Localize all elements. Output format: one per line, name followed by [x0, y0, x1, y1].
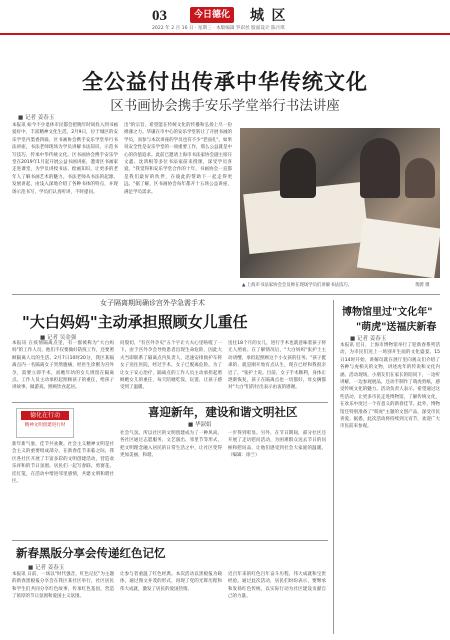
masthead	[0, 0, 450, 44]
story2-column-1: 本报讯 在疫情隔离点里，有一群被称为"大白妈妈"的工作人员，他们不仅要做好防疫工作，还要照顾隔离人员的生活。2月7日10时20分，我区某隔离点内一名隔离女子突然腹痛，经医生诊断为宫外孕，需要立即手术，而她年幼的女儿则留在隔离点。工作人员主动承担起照顾孩子的重任，给孩子讲故事、做游戏、照顾饮食起居。	[12, 341, 114, 391]
photo-credit: 黄蔚 摄	[415, 283, 430, 288]
story3-headline: 喜迎新年，建设和谐文明社区	[148, 405, 298, 419]
story2-byline: ■ 记者 吴金强	[40, 335, 77, 341]
story4-headline: 新春黑版分享会传递红色记忆	[16, 546, 166, 560]
story4-column-3: 近百年来的红色百年奋斗历程、伟大成就和宝贵经验。通过此次活动，居民们纷纷表示，要继承和发扬红色传统，以实际行动为社区建设贡献自己的力量。	[228, 572, 326, 600]
sidebar-headline-1: 博物馆里过"文化年"	[342, 307, 433, 318]
photo-caption: ▲ 上海市书法家协会会员帅在现场学员们讲解书法技巧。	[242, 283, 353, 288]
campaign-badge	[16, 408, 74, 438]
photo-person-shape	[405, 158, 435, 198]
lead-column-1: 本报讯 如今不少退休市民都会把晚年时间投入到书画爱好中，丰富精神文化生活。2月9日，位于城区的安乐学堂内墨香四溢，区书画协会携手安乐学堂举行书法讲座，书法老师现场为学员讲解书法知识，示范书写技巧，传承中华传统文化。区书画协会携手安乐学堂在2019年1月起开展公益书画讲座，邀请区书画家走进课堂，为学员讲授书法、绘画知识，让更多的老年人了解书画艺术的魅力。书法老师从书法的起源、发展讲起，由浅入深地介绍了各种书体的特点，并现场示范书写，学员们认真听讲，不时提问。	[12, 123, 118, 195]
section-divider	[12, 540, 328, 541]
section-divider	[12, 402, 328, 403]
photo-person-shape	[280, 148, 316, 198]
dateline: 2022 年 2 月 16 日 · 星期三 · 本版编辑 罗彩丝 版面设计 陈月琪	[152, 26, 285, 31]
story3-byline: ■ 华淑娟	[188, 422, 212, 428]
sidebar-headline-2: "萌虎"送福庆新春	[356, 322, 437, 333]
lead-column-2: 出"的宗旨，希望能在传统文化的传播和弘扬上尽一份绵薄之力。华谦在市中心的安乐学堂转让了开展书画的学员，而参与本次讲座的学员也有不少"老面孔"。如果说安全性是安乐学堂的一项重要工作，那么公益就是中心的价值追求。此前已邀请上海市书法家协会副主席汪文鑫、沈鸿根等多位书法家前来授课，深受学员喜爱。"我觉得和安乐学堂合作的十年，书画协会一直都是我们最好的伙伴，在彼此的帮助下一起走得更远。"据了解，区书画协会每年都开十五场公益讲座，满足学员需求。	[124, 123, 232, 195]
lead-byline: ■ 记者 姜春玉	[18, 115, 55, 121]
section-title: 城 区	[250, 9, 288, 24]
photo-person-shape	[360, 138, 400, 198]
story2-headline: "大白妈妈"主动承担照顾女儿重任	[22, 313, 248, 331]
story4-byline: ■ 记者 姜春玉	[28, 565, 65, 571]
story3-column-2: 社会气氛。所以社区的文明创建成为了一种风尚。各社区通过志愿服务、文艺演出、邻里节等形式，把文明理念融入居民的日常生活之中，让社区变得更加美丽、和谐。	[120, 431, 222, 459]
section-divider	[12, 294, 440, 295]
masthead-rule	[0, 33, 450, 35]
photo-paper-shape	[357, 218, 440, 278]
story3-column-1: 新年新气象，佳节共欢聚。社会主义精神文明是社会主义的重要组成部分。在新春佳节来临之际，我区各社区开展了丰富多彩的文明创建活动，营造欢乐祥和的节日氛围。居民们一起写春联、剪窗花、挂灯笼，在活动中增进邻里感情，共建文明和谐社区。	[12, 442, 114, 485]
campaign-badge-subtitle: 精神文明创建进行时	[24, 423, 66, 428]
lead-photo	[240, 128, 440, 278]
sidebar-body: 本报讯 近日，上海市博物馆举行了迎新春系列活动，为市民们送上一场别开生面的文化盛宴。15日14时开始，讲解员就在展厅里向观众们介绍了各种与虎相关的文物，讲述虎年的传说和文化内涵。活动现场，小朋友们在家长的陪同下，一边听讲解，一边参观展品，还动手制作了萌虎剪纸，感受传统文化的魅力。活动负责人表示，希望通过这些活动，让更多市民走进博物馆，了解传统文化，在欢乐中度过一个有意义的新春佳节。此外，博物馆还特别准备了"萌虎"主题的文创产品，深受市民喜爱。据悉，此次活动将持续到元宵节，欢迎广大市民前来参观。	[340, 343, 440, 430]
story2-column-2: 问殷切，"有宫外孕史"五个字让大夫心里咯噔了一下。由于宫外孕会导致患者出现生命危险，因此大夫当即联系了隔离点内负责人，迅速安排救护车将女子送往医院，经过手术，女子已脱离危险。为了让女子安心治疗，隔离点的工作人员主动承担起照顾她女儿的重任，每天陪她吃饭、玩耍，让孩子感受到了温暖。	[120, 341, 222, 391]
sidebar-byline: ■ 记者 姜春玉	[350, 336, 387, 342]
campaign-badge-title: 德化在行动	[21, 411, 69, 420]
lead-headline: 全公益付出传承中华传统文化	[82, 69, 368, 94]
newspaper-logo: 今日德化	[190, 7, 234, 23]
story2-column-3: 送往18个月的女儿，进行手术也就意味着孩子将无人照看。在了解情况后，"大白妈妈"张护士主动请缨，承担起照顾这个小女孩的任务。"孩子挺乖的，就是刚开始有点认生，现在已经和我很亲近了。"张护士说。目前，女子手术顺利，身体正逐渐恢复，孩子在隔离点也一切都好，母女俩都对"大白"们的付出表示由衷的感谢。	[228, 341, 326, 391]
lead-subhead: 区书画协会携手安乐学堂举行书法讲座	[110, 98, 340, 114]
story4-column-2: 让参与者重温了红色经典。本次活动以黑板报为载体，通过图文并茂的形式，再现了党的光辉历程和伟大成就，激发了居民的爱国热情。	[120, 572, 222, 592]
page-number: 03	[152, 8, 167, 24]
story3-column-3: 一步得到彰显。另外，在节日期间，部分社区还开展了走访慰问活动，为困难群众送去节日的问候和慰问品，让他们感受到社会大家庭的温暖。（编辑：徐兰）	[228, 431, 326, 459]
sidebar-divider	[333, 300, 334, 634]
story2-kicker: 女子隔离期间确诊宫外孕急需手术	[100, 299, 205, 307]
story4-column-1: 本报讯 日前，一场以"时代强音，红色记忆"为主题的新春黑板报分享会在我区某社区举行，社区居民和学生们共同分享红色故事，传承红色基因，营造了浓厚的节日氛围和爱国主义氛围。	[12, 572, 114, 600]
